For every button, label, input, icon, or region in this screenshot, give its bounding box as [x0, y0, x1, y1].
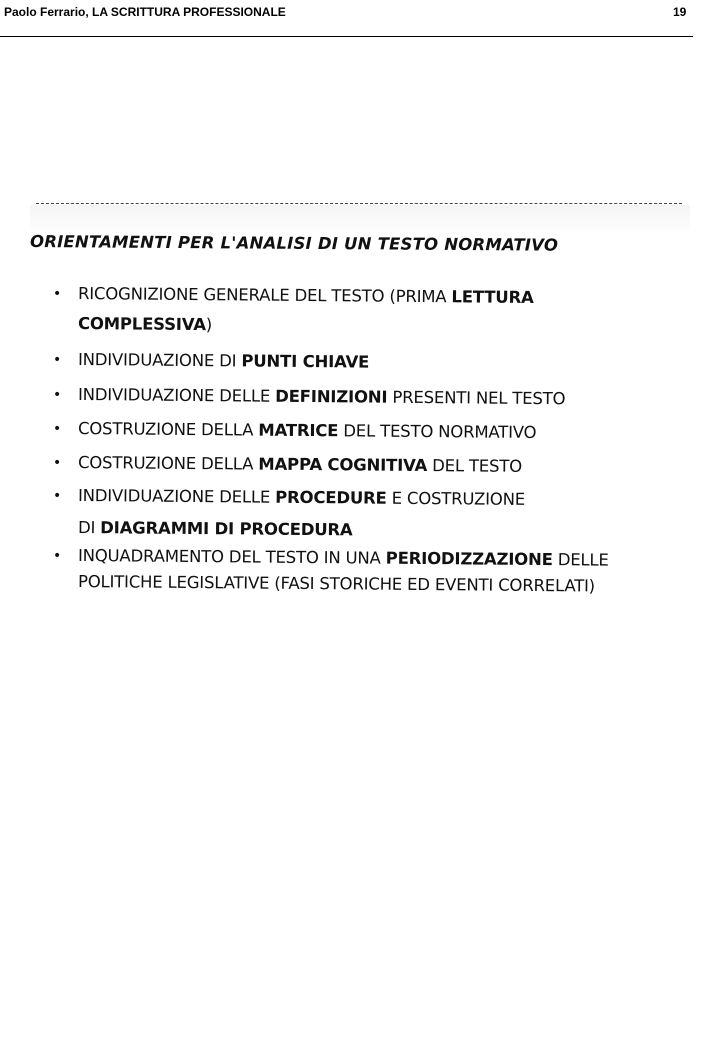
list-item-line [78, 572, 595, 596]
bold-text: LETTURA [451, 287, 534, 307]
text: ) [205, 315, 213, 335]
list-item-line [78, 518, 353, 539]
list-item-line [78, 385, 566, 408]
text: INDIVIDUAZIONE DI [77, 350, 242, 371]
bold-text: PUNTI CHIAVE [241, 351, 370, 372]
bullet-icon: • [53, 352, 62, 368]
bold-text: COMPLESSIVA [77, 314, 206, 335]
list-item-line [78, 453, 522, 476]
text: DEL TESTO [427, 456, 523, 476]
bullet-icon: • [53, 488, 62, 504]
list-item-line [78, 546, 609, 570]
bold-text: MAPPA COGNITIVA [258, 454, 428, 476]
page-number: 19 [673, 5, 687, 19]
text: PRESENTI NEL TESTO [387, 387, 566, 409]
text: E COSTRUZIONE [386, 488, 526, 509]
section-heading: ORIENTAMENTI PER L'ANALISI DI UN TESTO NORMATIVO [29, 232, 559, 255]
list-item-line [78, 314, 212, 334]
bold-text: MATRICE [258, 420, 339, 441]
list-item-line [78, 419, 537, 442]
text: DEL TESTO NORMATIVO [338, 421, 537, 442]
bullet-icon: • [53, 421, 62, 437]
text: INDIVIDUAZIONE DELLE [77, 385, 276, 406]
text: DELLE [552, 550, 609, 570]
bold-text: PERIODIZZAZIONE [385, 548, 553, 570]
text: DI [77, 518, 101, 538]
text: POLITICHE LEGISLATIVE (FASI STORICHE ED EVENTI CORRELATI) [77, 572, 596, 596]
dashed-divider [36, 203, 682, 204]
running-header-title: Paolo Ferrario, LA SCRITTURA PROFESSIONALE [4, 5, 286, 19]
list-item-line [78, 284, 534, 307]
list-item-line [78, 350, 369, 372]
bold-text: DEFINIZIONI [275, 386, 388, 407]
bullet-icon: • [53, 548, 62, 564]
bullet-icon: • [53, 286, 62, 302]
text: COSTRUZIONE DELLA [77, 453, 259, 474]
bold-text: PROCEDURE [275, 487, 387, 508]
list-item-line [78, 486, 525, 509]
text: COSTRUZIONE DELLA [77, 419, 259, 440]
text: INDIVIDUAZIONE DELLE [77, 486, 276, 507]
bold-text: DIAGRAMMI DI PROCEDURA [100, 518, 353, 540]
text: RICOGNIZIONE GENERALE DEL TESTO (PRIMA [77, 284, 452, 307]
scan-shading [30, 205, 690, 235]
bullet-icon: • [53, 455, 62, 471]
text: INQUADRAMENTO DEL TESTO IN UNA [77, 546, 386, 568]
bullet-icon: • [53, 387, 62, 403]
header-divider [0, 36, 693, 37]
